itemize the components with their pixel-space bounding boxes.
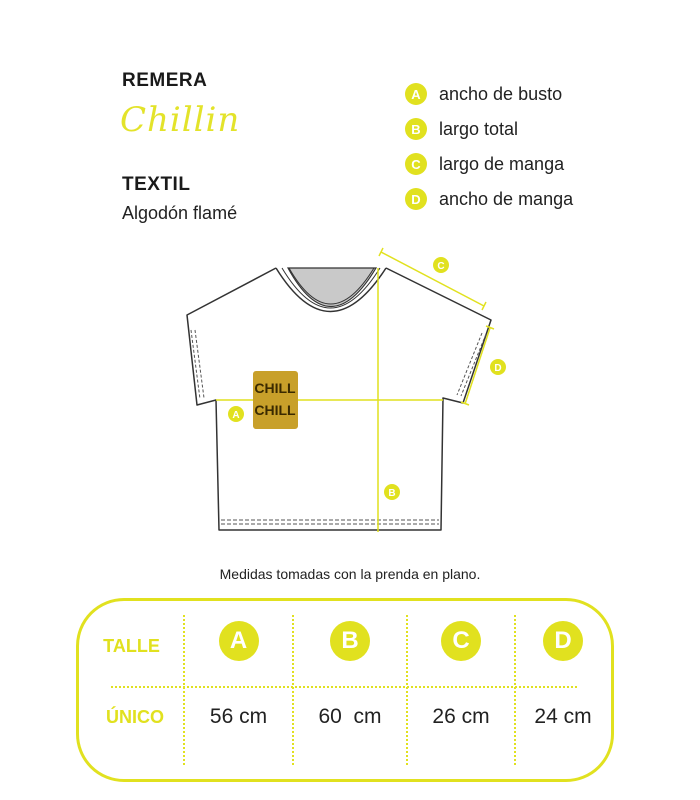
value-b: 60 cm	[318, 705, 382, 728]
value-c: 26 cm	[432, 705, 490, 728]
marker-d	[490, 359, 506, 375]
header-col-a	[184, 611, 293, 671]
badge-d: D	[405, 188, 427, 210]
size-table	[76, 598, 614, 782]
print-text-1: CHILL	[254, 380, 296, 396]
marker-c-label: C	[437, 261, 445, 272]
col-a-badge: A	[219, 621, 259, 661]
measurement-note: Medidas tomadas con la prenda en plano.	[219, 566, 481, 582]
left-sleeve-stitch-2	[195, 330, 204, 398]
marker-b	[384, 484, 400, 500]
size-header: TALLE	[103, 635, 160, 656]
material-label: TEXTIL	[122, 174, 191, 195]
badge-b: B	[405, 118, 427, 140]
col-d-badge: D	[543, 621, 583, 661]
value-cell-c	[407, 687, 515, 747]
marker-a-label: A	[232, 410, 240, 421]
value-cell-d	[515, 687, 611, 747]
neck-inner-back	[288, 268, 376, 307]
product-title: REMERA	[122, 70, 208, 91]
size-value: ÚNICO	[106, 706, 164, 727]
value-a: 56 cm	[209, 705, 268, 728]
product-name: Chillin	[120, 100, 241, 140]
value-cell-b	[293, 687, 407, 747]
legend-label-d: ancho de manga	[439, 188, 574, 209]
marker-c	[433, 257, 449, 273]
right-sleeve-stitch	[461, 334, 486, 396]
marker-a	[228, 406, 244, 422]
value-cell-a	[184, 687, 293, 747]
header-col-b	[293, 611, 407, 671]
legend-label-c: largo de manga	[439, 153, 565, 174]
badge-c: C	[405, 153, 427, 175]
print-text-2: CHILL	[254, 402, 296, 418]
marker-d-label: D	[494, 363, 502, 374]
col-c-badge: C	[441, 621, 481, 661]
legend-label-a: ancho de busto	[439, 83, 563, 104]
material-value: Algodón flamé	[122, 203, 238, 223]
value-d: 24 cm	[534, 705, 592, 728]
legend-label-b: largo total	[439, 118, 519, 139]
marker-b-label: B	[388, 488, 396, 499]
badge-a: A	[405, 83, 427, 105]
measure-line-c	[381, 252, 484, 306]
header-col-c	[407, 611, 515, 671]
size-value-cell	[79, 687, 191, 747]
col-b-badge: B	[330, 621, 370, 661]
header-size-cell	[79, 611, 184, 681]
header-col-d	[515, 611, 611, 671]
